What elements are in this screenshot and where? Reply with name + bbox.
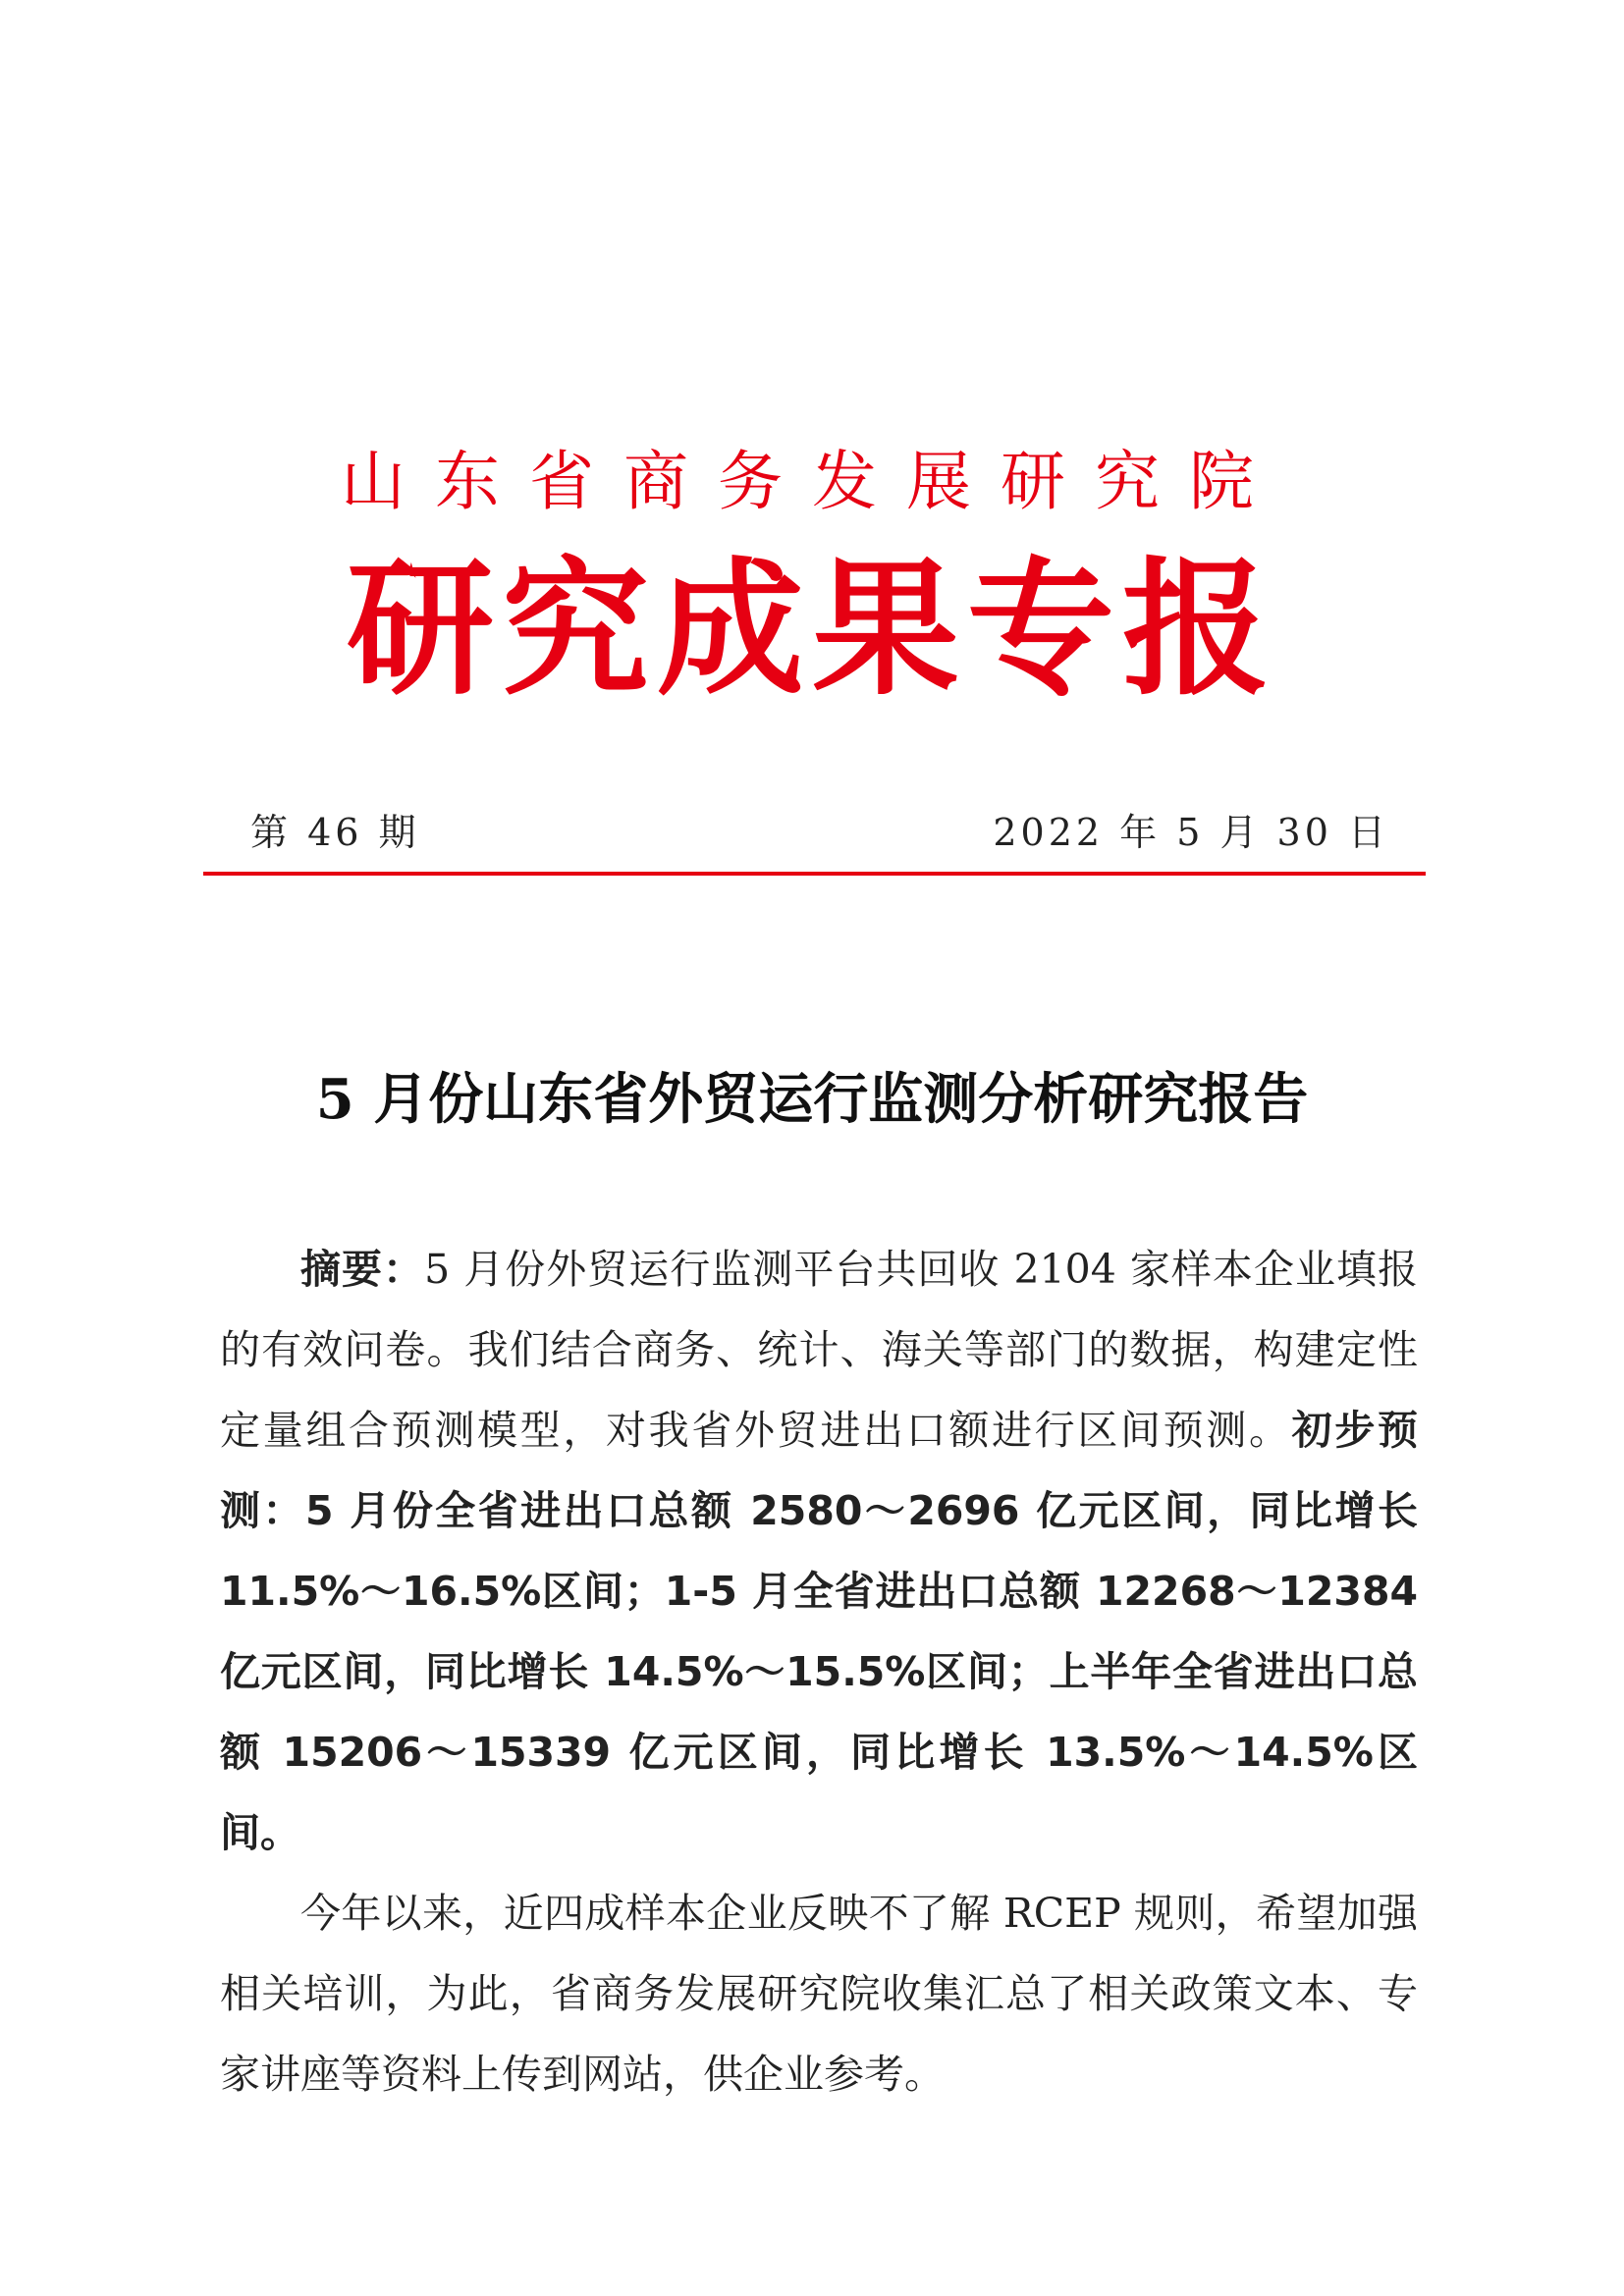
abstract-label: 摘要： xyxy=(300,1246,425,1293)
rcep-paragraph: 今年以来，近四成样本企业反映不了解 RCEP 规则，希望加强相关培训，为此，省商务发展研究院收集汇总了相关政策文本、专家讲座等资料上传到网站，供企业参考。 xyxy=(220,1890,1418,2098)
issue-date: 2022 年 5 月 30 日 xyxy=(993,811,1389,854)
issue-row xyxy=(250,808,1389,857)
report-body xyxy=(220,1229,1418,2114)
report-title: 5 月份山东省外贸运行监测分析研究报告 xyxy=(315,1067,1309,1132)
forecast-text: 初步预测：5 月份全省进出口总额 2580～2696 亿元区间，同比增长 11.5%～16.5%区间；1-5 月全省进出口总额 12268～12384 亿元区间，同比增长 14.5%～15.5%区间；上半年全省进出口总额 15206～15339 亿元区间，同比增长 13.5%～14.5%区间。 xyxy=(220,1407,1419,1856)
header-divider xyxy=(203,872,1426,876)
abstract-text: 5 月份外贸运行监测平台共回收 2104 家样本企业填报的有效问卷。我们结合商务、统计、海关等部门的数据，构建定性定量组合预测模型，对我省外贸进出口额进行区间预测。 xyxy=(220,1246,1418,1454)
issue-number: 第 46 期 xyxy=(250,811,420,854)
masthead-title: 研究成果专报 xyxy=(346,543,1277,716)
institute-name: 山东省商务发展研究院 xyxy=(341,444,1283,519)
abstract-paragraph xyxy=(220,1229,1418,1873)
